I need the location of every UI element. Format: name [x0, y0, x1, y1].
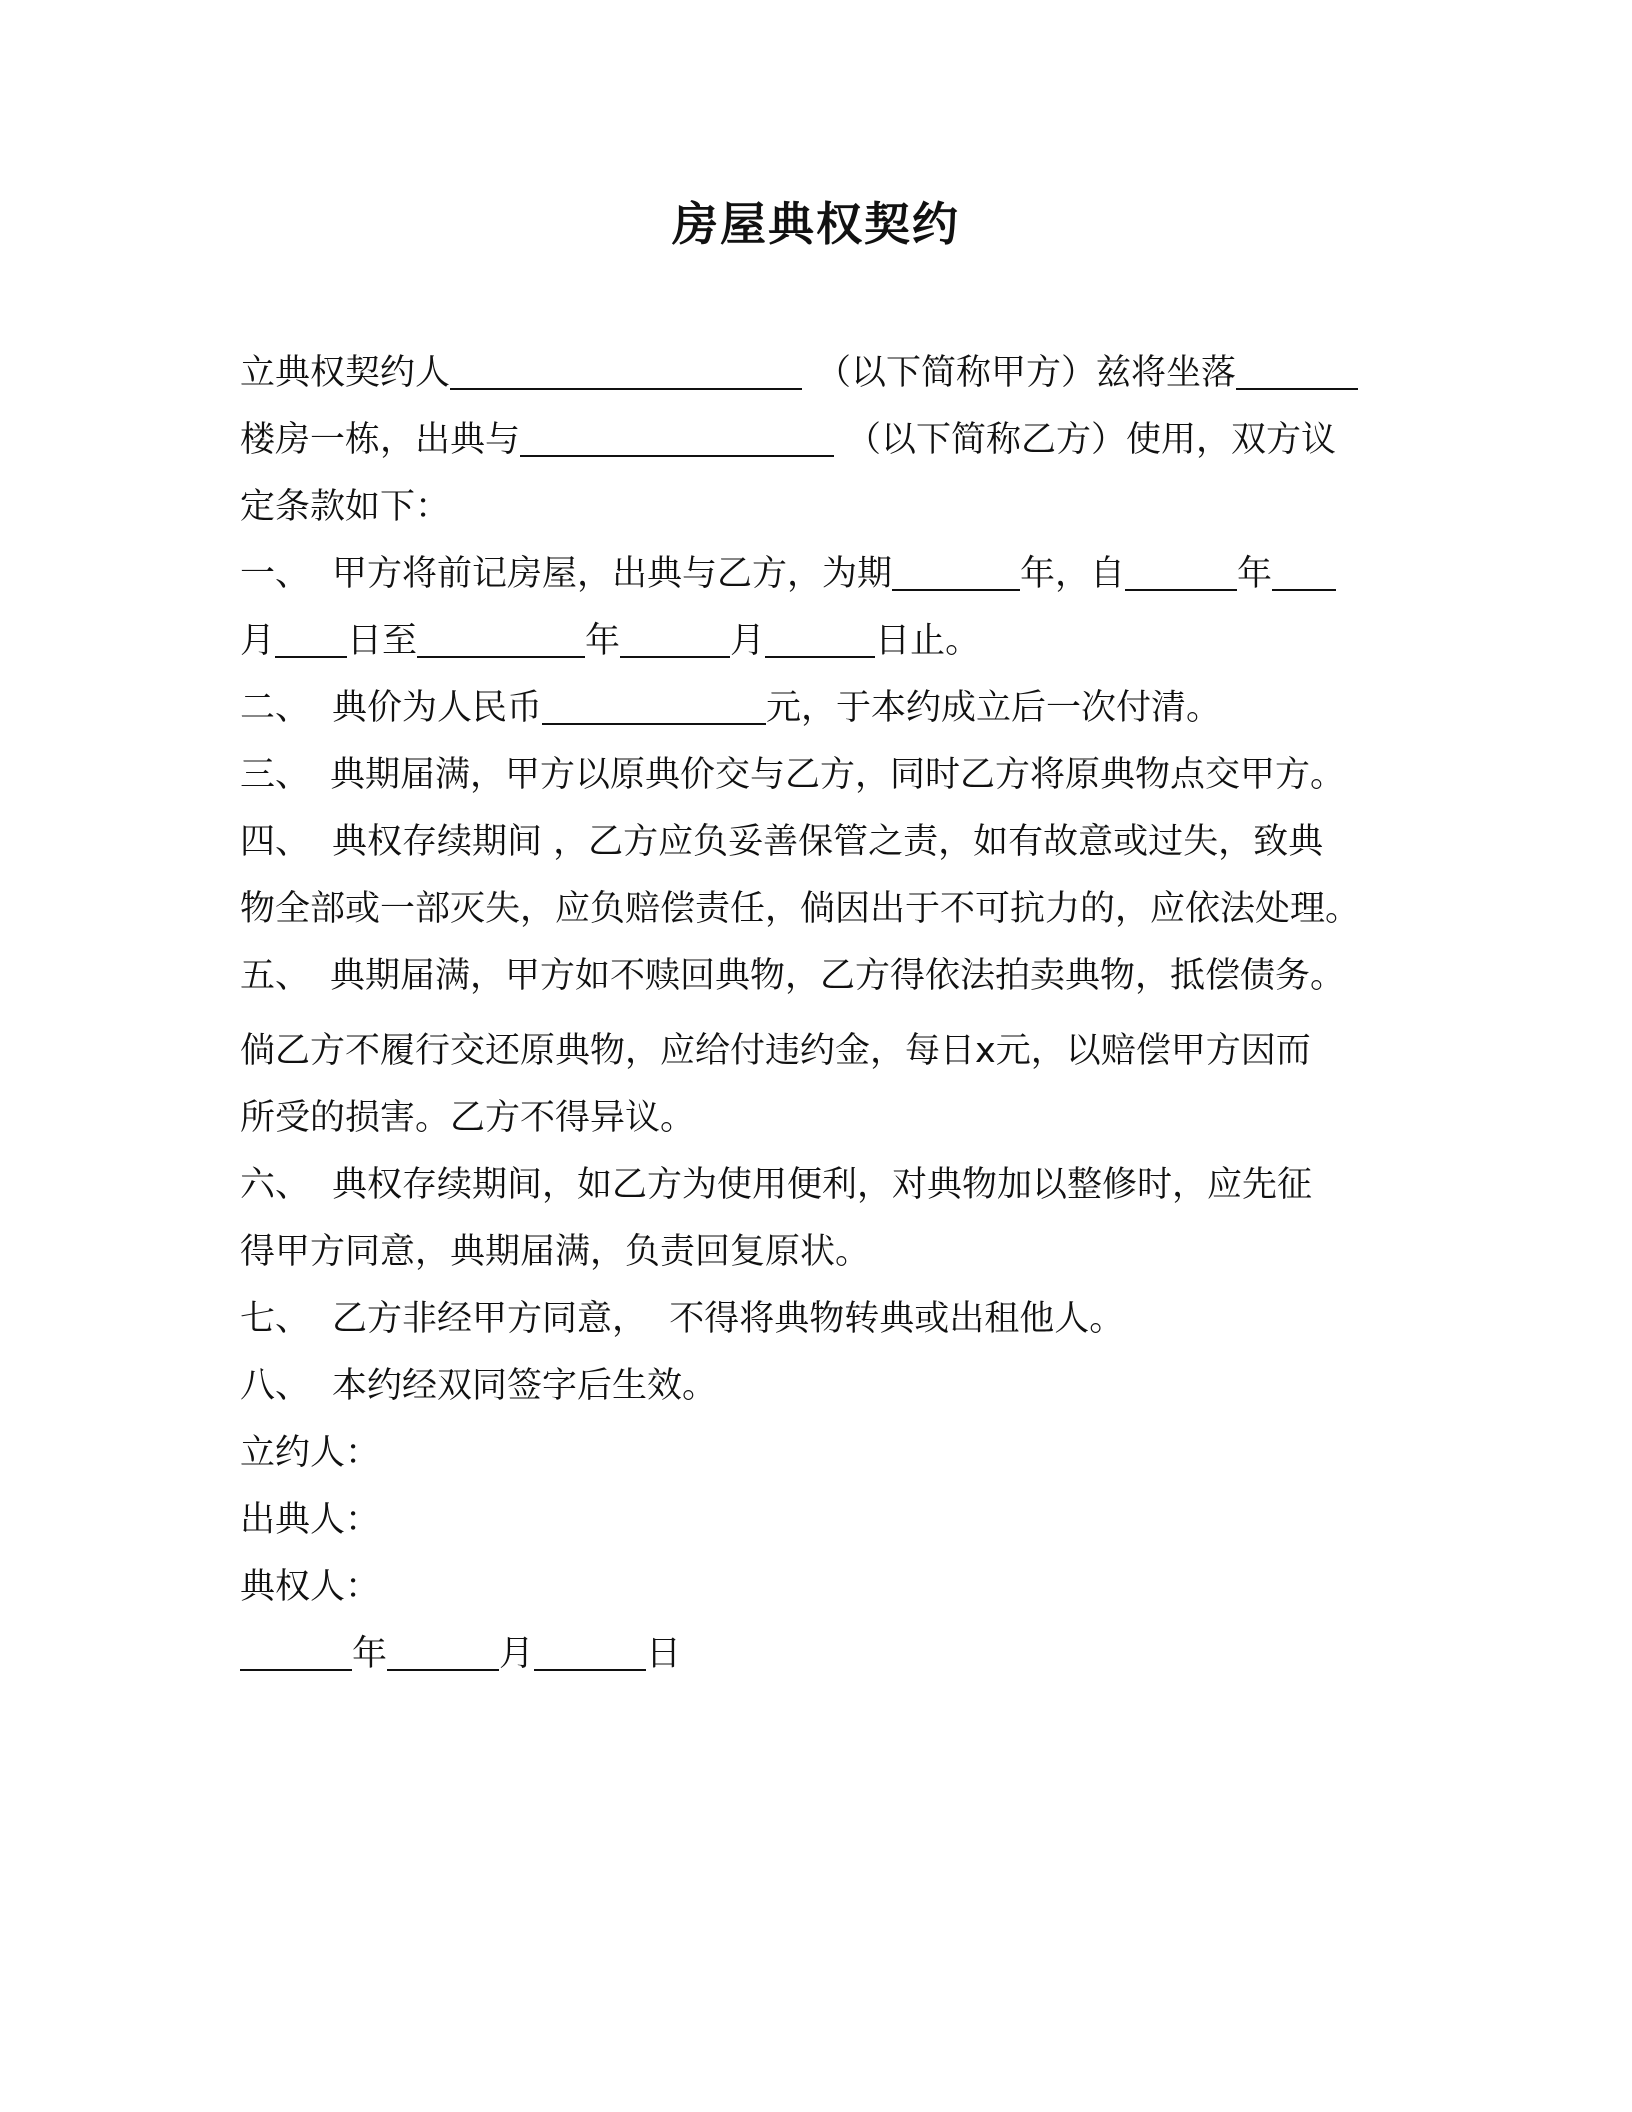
end-month-blank [620, 618, 730, 658]
price-blank [542, 685, 766, 725]
term-years-blank [892, 551, 1020, 591]
clause-1-line-2: 月 日至 年 月 日止。 [240, 608, 1400, 675]
clause-1-line-1: 一、 甲方将前记房屋，出典与乙方，为期 年，自 年 [240, 541, 1400, 608]
clause-number: 五、 [240, 956, 311, 996]
sign-day-blank [534, 1631, 646, 1671]
start-month-blank [1272, 551, 1336, 591]
clause-2: 二、 典价为人民币 元，于本约成立后一次付清。 [240, 675, 1400, 742]
party-b-blank [520, 417, 834, 457]
signature-date: 年 月 日 [240, 1621, 1400, 1688]
clause-number: 四、 [240, 822, 311, 862]
end-day-blank [765, 618, 875, 658]
clause-3: 三、 典期届满，甲方以原典价交与乙方，同时乙方将原典物点交甲方。 [240, 742, 1400, 809]
clause-5-line-1: 五、 典期届满，甲方如不赎回典物，乙方得依法拍卖典物，抵偿债务。 [240, 943, 1400, 1010]
clause-number: 二、 [240, 688, 311, 728]
clause-number: 八、 [240, 1366, 311, 1406]
start-day-blank [275, 618, 347, 658]
clause-5-line-2: 倘乙方不履行交还原典物，应给付违约金，每日x元，以赔偿甲方因而 [240, 1031, 1311, 1071]
clause-6-line-1: 六、 典权存续期间，如乙方为使用便利，对典物加以整修时，应先征 [240, 1152, 1400, 1219]
clause-4-line-1: 四、 典权存续期间 ，乙方应负妥善保管之责，如有故意或过失，致典 [240, 809, 1400, 876]
clause-number: 六、 [240, 1165, 311, 1205]
preamble-line-2: 楼房一栋，出典与 （以下简称乙方）使用，双方议 [240, 407, 1400, 474]
signature-pledgee: 典权人： [240, 1567, 381, 1607]
contract-body [240, 340, 1400, 1688]
clause-4-line-2: 物全部或一部灭失，应负赔偿责任，倘因出于不可抗力的，应依法处理。 [240, 889, 1361, 929]
sign-month-blank [387, 1631, 499, 1671]
clause-number: 三、 [240, 755, 311, 795]
location-blank [1236, 350, 1358, 390]
preamble-line-3: 定条款如下： [240, 487, 451, 527]
signature-pledgor: 出典人： [240, 1500, 381, 1540]
sign-year-blank [240, 1631, 352, 1671]
clause-8: 八、 本约经双同签字后生效。 [240, 1353, 1400, 1420]
clause-7: 七、 乙方非经甲方同意， 不得将典物转典或出租他人。 [240, 1286, 1400, 1353]
preamble-line-1: 立典权契约人 （以下简称甲方）兹将坐落 [240, 340, 1400, 407]
signature-maker: 立约人： [240, 1433, 381, 1473]
document-title: 房屋典权契约 [672, 197, 960, 251]
clause-5-line-3: 所受的损害。乙方不得异议。 [240, 1098, 696, 1138]
clause-6-line-2: 得甲方同意，典期届满，负责回复原状。 [240, 1232, 871, 1272]
end-year-blank [417, 618, 585, 658]
clause-number: 七、 [240, 1299, 311, 1339]
start-year-blank [1125, 551, 1237, 591]
clause-number: 一、 [240, 554, 311, 594]
party-a-blank [450, 350, 802, 390]
